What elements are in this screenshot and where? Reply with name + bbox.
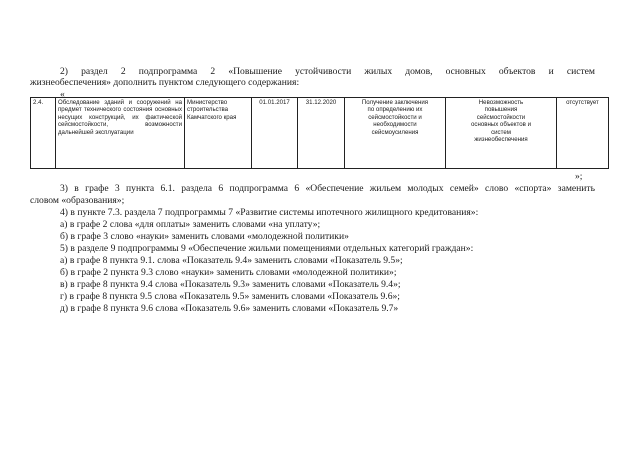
lead-line-1: 2) раздел 2 подпрограмма 2 «Повышение устойчивости жилых домов, основных объектов и систем bbox=[60, 66, 595, 77]
lead-line-2: жизнеобеспечения» дополнить пунктом следующего содержания: bbox=[30, 77, 300, 88]
item-3-line-1: 3) в графе 3 пункта 6.1. раздела 6 подпрограмма 6 «Обеспечение жильем молодых семей» слово «спорта» заменить bbox=[60, 183, 595, 194]
cell-result bbox=[345, 98, 446, 169]
cell-result-text: Получение заключения по определению их сейсмостойкости и необходимости сейсмоусиления bbox=[361, 99, 429, 136]
cell-risk bbox=[446, 98, 557, 169]
item-4: 4) в пункте 7.3. раздела 7 подпрограммы 7 «Развитие системы ипотечного жилищного кредитования»: bbox=[60, 207, 479, 218]
cell-number: 2.4. bbox=[31, 98, 56, 169]
table-row bbox=[31, 98, 609, 169]
item-3-line-2: словом «образования»; bbox=[30, 195, 125, 206]
item-5: 5) в разделе 9 подпрограммы 9 «Обеспечение жильми помещениями отдельных категорий граждан»: bbox=[60, 243, 474, 254]
item-5e: д) в графе 8 пункта 9.6 слова «Показатель 9.6» заменить словами «Показатель 9.7» bbox=[60, 303, 399, 314]
cell-indicator: отсутствует bbox=[557, 98, 609, 169]
item-5a: а) в графе 8 пункта 9.1. слова «Показатель 9.4» заменить словами «Показатель 9.5»; bbox=[60, 255, 403, 266]
item-5b: б) в графе 2 пункта 9.3 слово «науки» заменить словами «молодежной политики»; bbox=[60, 267, 397, 278]
cell-risk-text: Невозможность повышения сейсмостойкости основных объектов и систем жизнеобеспечения bbox=[471, 99, 531, 144]
closing-quote: »; bbox=[575, 171, 583, 182]
cell-date-start: 01.01.2017 bbox=[252, 98, 298, 169]
opening-quote: « bbox=[60, 89, 65, 100]
item-4a: а) в графе 2 слова «для оплаты» заменить словами «на уплату»; bbox=[60, 219, 321, 230]
cell-date-end: 31.12.2020 bbox=[298, 98, 345, 169]
item-5d: г) в графе 8 пункта 9.5 слова «Показатель 9.5» заменить словами «Показатель 9.6»; bbox=[60, 291, 400, 302]
item-4b: б) в графе 3 слово «науки» заменить словами «молодежной политики» bbox=[60, 231, 349, 242]
amendment-table bbox=[30, 97, 609, 169]
cell-description: Обследование зданий и сооружений на предмет технического состояния основных несущих конструкций, их фактической сейсмостойкости, возможности дальнейшей эксплуатации bbox=[56, 98, 185, 169]
item-5c: в) в графе 8 пункта 9.4 слова «Показатель 9.3» заменить словами «Показатель 9.4»; bbox=[60, 279, 401, 290]
cell-executor: Министерство строительства Камчатского края bbox=[185, 98, 252, 169]
